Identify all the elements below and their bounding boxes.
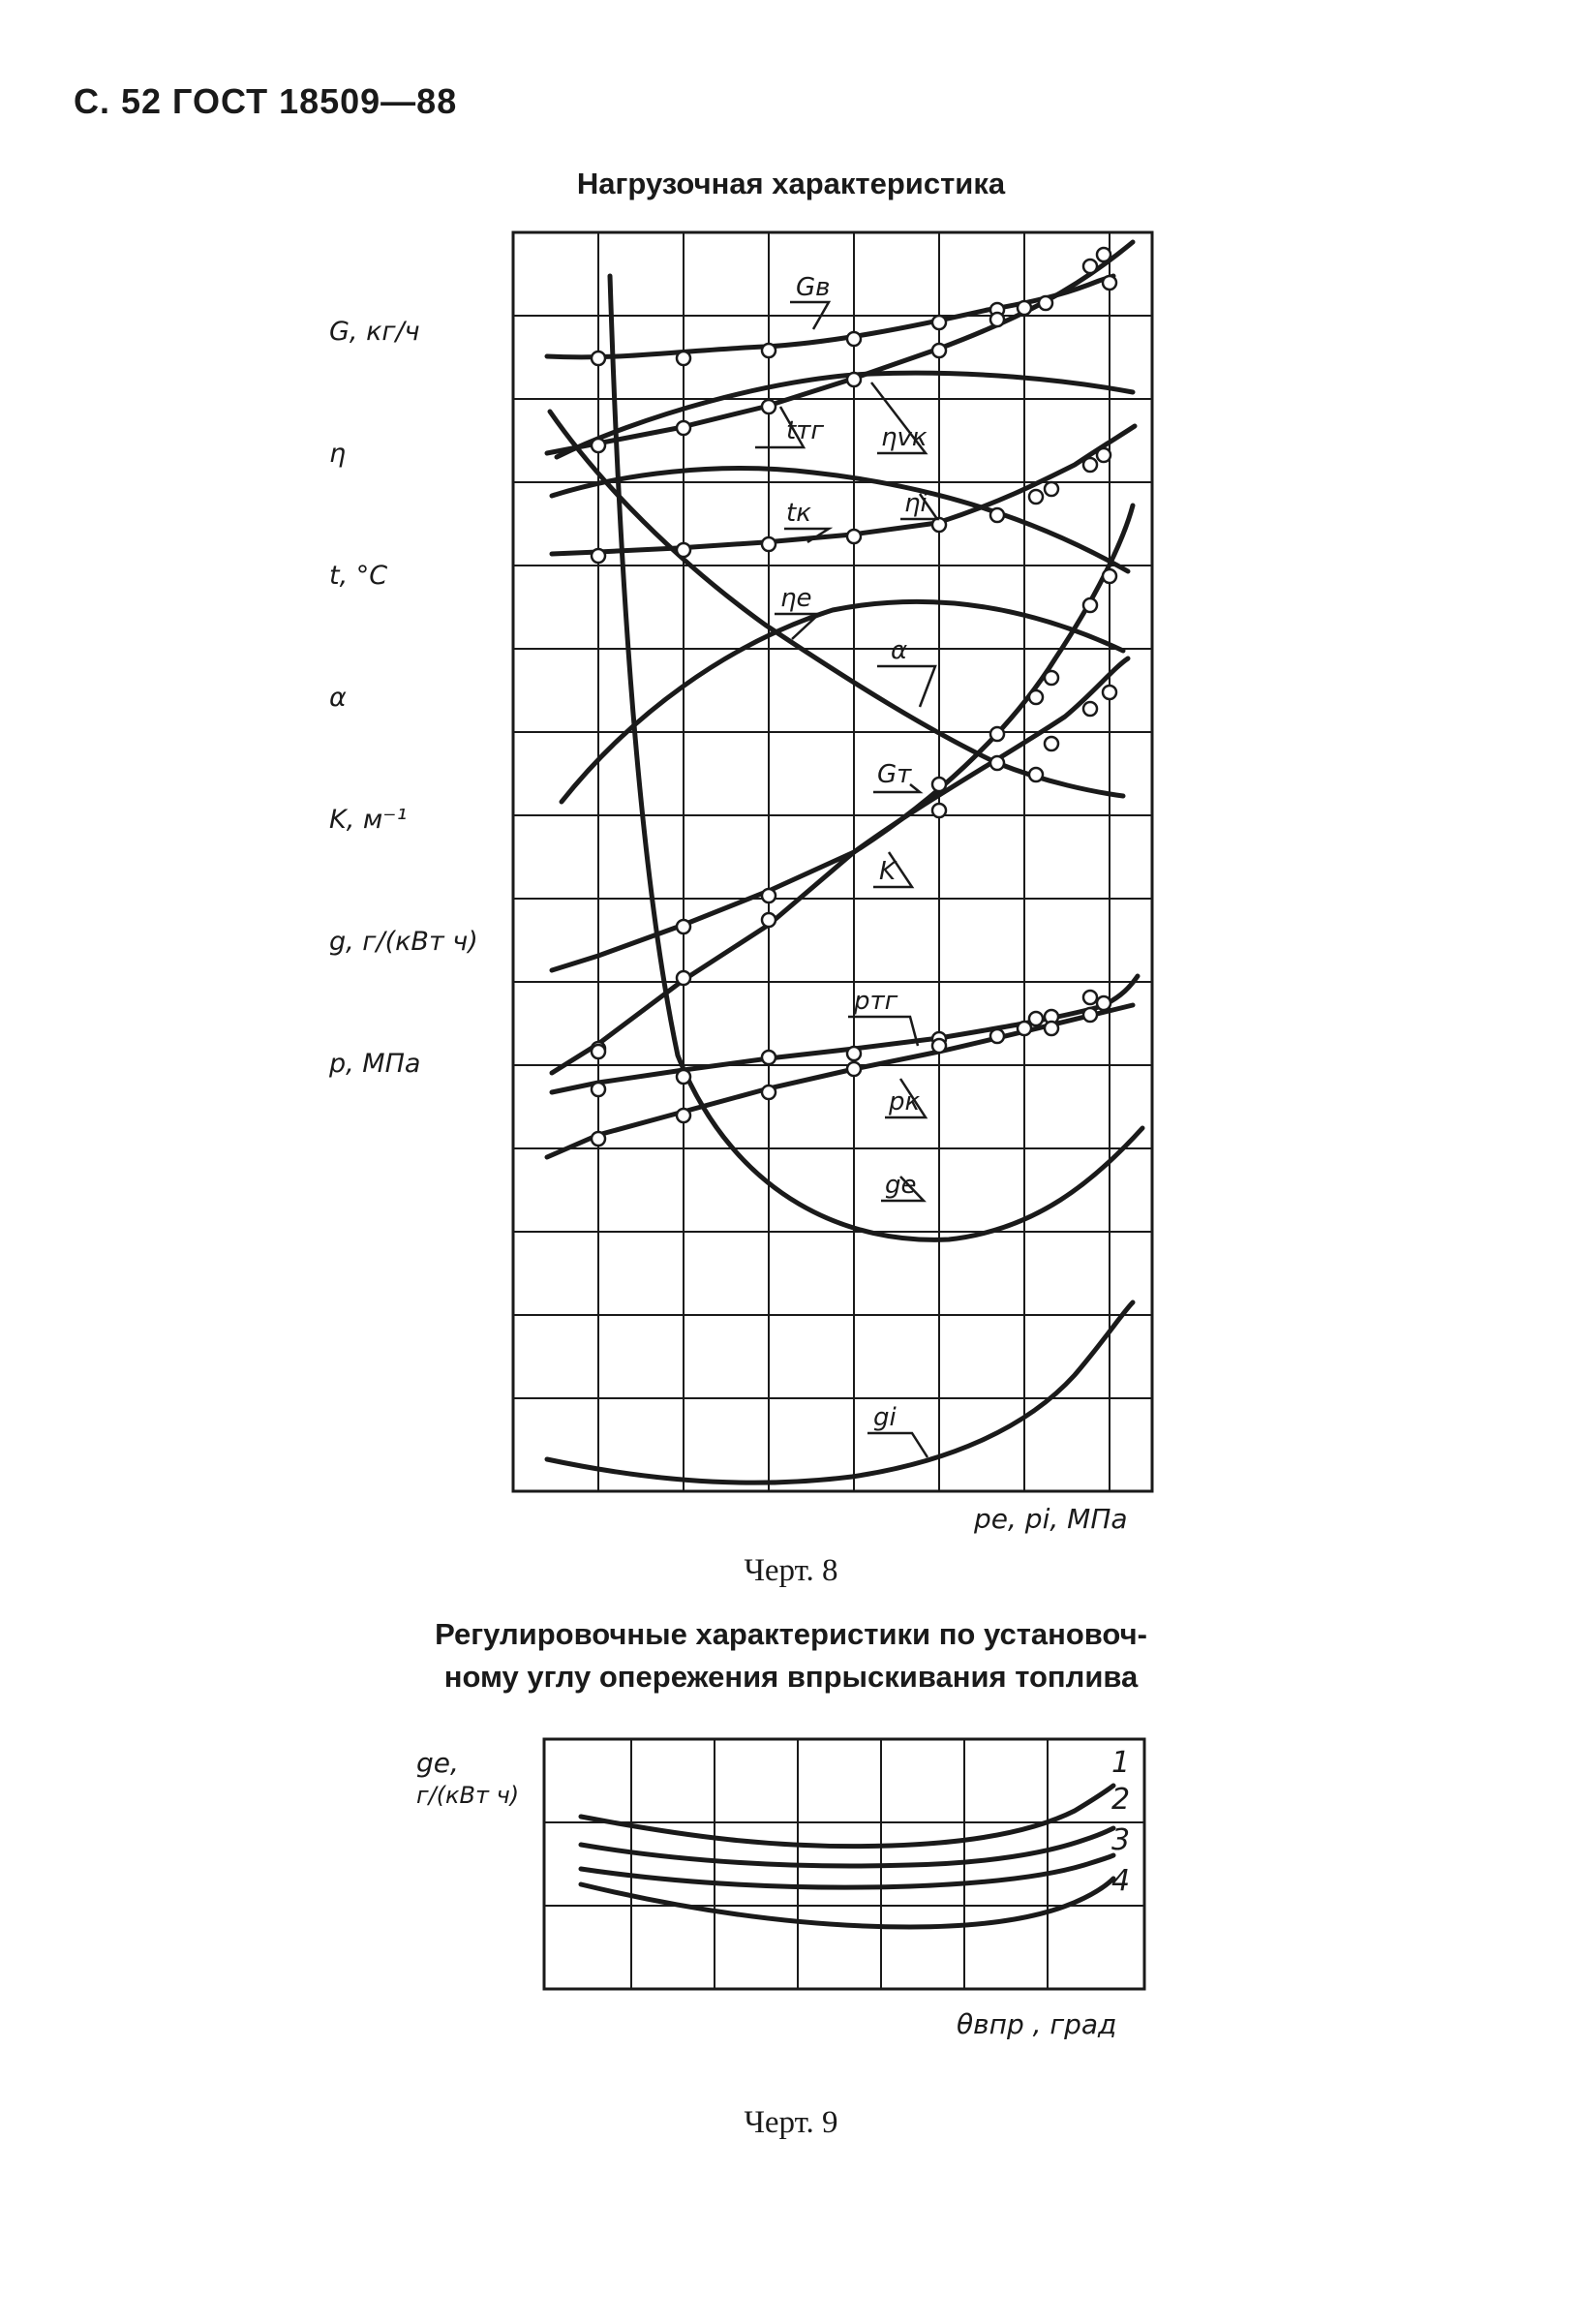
fig9-curve-1 (581, 1786, 1113, 1847)
fig9-curve-number-1: 1 (1111, 1746, 1131, 1780)
fig9-curve-number-2: 2 (1111, 1783, 1131, 1817)
curve-g-e (610, 276, 1142, 1239)
label-p-k: pк (889, 1087, 921, 1116)
label-k: K (879, 857, 897, 886)
figure9-title-line1: Регулировочные характеристики по установоч- (435, 1617, 1147, 1651)
label-gt: Gт (877, 760, 912, 789)
curve-gt (552, 505, 1133, 970)
fig9-curve-number-3: 3 (1111, 1823, 1131, 1857)
y-label-g-flow: G, кг/ч (329, 317, 420, 347)
y-label-k: K, м⁻¹ (329, 805, 408, 835)
figure9-y-axis-label-line1: ge, (416, 1747, 459, 1779)
y-label-eta: η (329, 439, 347, 469)
y-label-temperature: t, °C (329, 561, 388, 591)
y-label-pressure: p, МПа (329, 1049, 421, 1079)
label-alpha: α (891, 636, 908, 665)
label-eta-i: ηi (904, 489, 928, 518)
fig9-curve-number-4: 4 (1111, 1864, 1131, 1898)
label-g-e: ge (885, 1171, 917, 1200)
figure8-title: Нагрузочная характеристика (576, 167, 1006, 200)
label-eta-e: ηe (780, 584, 812, 613)
label-eta-vk: ηvк (881, 423, 928, 452)
figure8-x-axis-label: pe, pi, МПа (974, 1503, 1128, 1535)
page-header: С. 52 ГОСТ 18509—88 (74, 81, 458, 121)
figure9-x-axis-label: θвпр , град (957, 2008, 1117, 2040)
curve-eta-vk (557, 373, 1133, 457)
curve-g-i (547, 1302, 1133, 1483)
figure9-y-axis-label-line2: г/(кВт ч) (416, 1782, 520, 1809)
y-label-specific-consumption: g, г/(кВт ч) (329, 927, 478, 957)
label-gv: Gв (796, 273, 831, 302)
fig9-curve-3 (581, 1855, 1113, 1887)
label-t-k: tк (786, 499, 811, 528)
figure9-title (0, 1613, 1582, 1698)
y-label-alpha: α (329, 683, 347, 713)
figure8-caption: Черт. 8 (744, 1553, 838, 1588)
label-p-tg: pтг (854, 987, 898, 1016)
curve-t-tg (547, 242, 1133, 453)
figure9-title-line2: ному углу опережения впрыскивания топлива (443, 1660, 1139, 1694)
figure9-caption: Черт. 9 (744, 2105, 838, 2140)
label-g-i: gi (873, 1403, 897, 1432)
label-t-tg: tтг (786, 416, 824, 445)
